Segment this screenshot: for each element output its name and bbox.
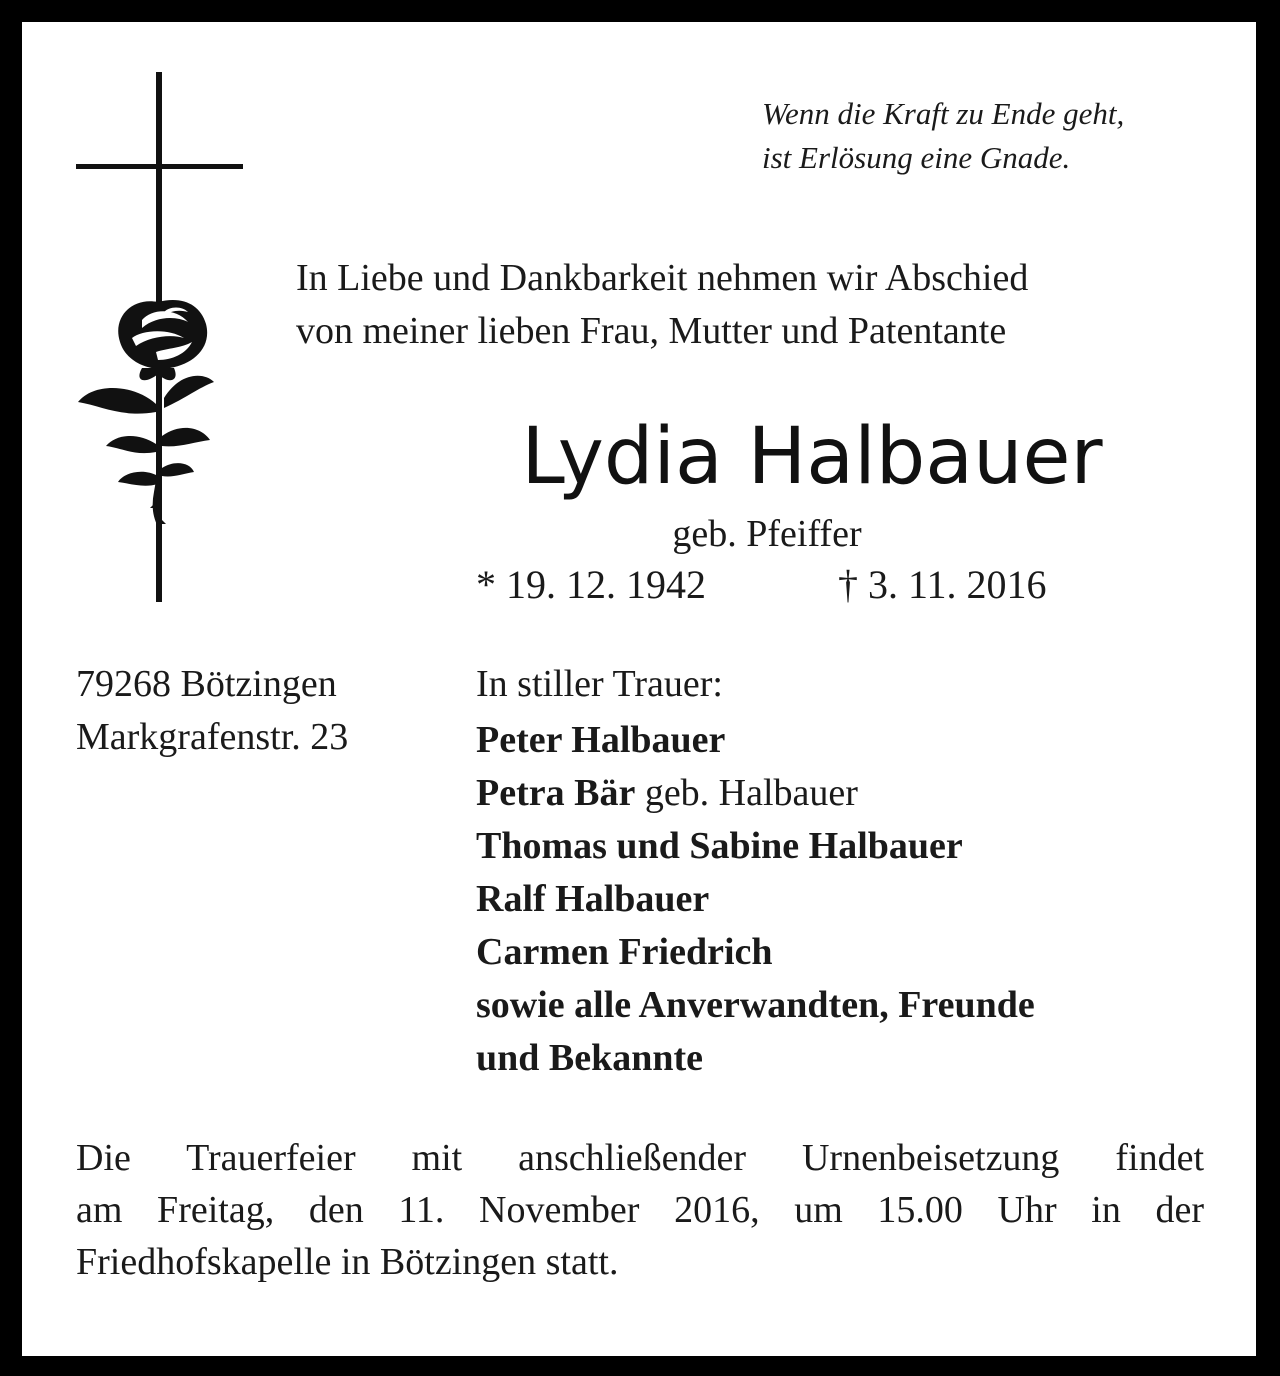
- birth-date: * 19. 12. 1942: [476, 562, 706, 607]
- address-street: Markgrafenstr. 23: [76, 716, 349, 758]
- address: [76, 658, 348, 764]
- service-notice: [76, 1132, 1204, 1288]
- address-city: 79268 Bötzingen: [76, 663, 337, 705]
- mourner-others: und Bekannte: [476, 1037, 704, 1079]
- mourner-birth-name: geb. Halbauer: [635, 772, 858, 814]
- motto: [762, 92, 1222, 180]
- mourner-name: Petra Bär: [476, 772, 636, 814]
- death-date: † 3. 11. 2016: [838, 562, 1047, 607]
- mourner-others: sowie alle Anverwandten, Freunde: [476, 984, 1035, 1026]
- mourner-name: Carmen Friedrich: [476, 931, 773, 973]
- intro-text: [296, 252, 1216, 358]
- intro-line: von meiner lieben Frau, Mutter und Patentante: [296, 310, 1007, 352]
- mourner-name: Peter Halbauer: [476, 719, 726, 761]
- motto-line: ist Erlösung eine Gnade.: [762, 140, 1071, 175]
- mourner-entry: [476, 767, 1236, 820]
- mourners-heading: In stiller Trauer:: [476, 663, 723, 705]
- obituary-card: [22, 22, 1256, 1356]
- deceased-name: Lydia Halbauer: [521, 412, 1103, 502]
- mourners-list: [476, 658, 1236, 1085]
- birth-name: geb. Pfeiffer: [672, 513, 862, 555]
- intro-line: In Liebe und Dankbarkeit nehmen wir Abschied: [296, 257, 1029, 299]
- service-line: Die Trauerfeier mit anschließender Urnenbeisetzung findet: [76, 1137, 1204, 1179]
- service-line: am Freitag, den 11. November 2016, um 15.00 Uhr in der: [76, 1189, 1204, 1231]
- mourner-name: Ralf Halbauer: [476, 878, 710, 920]
- cross-with-rose-icon: [72, 72, 252, 612]
- motto-line: Wenn die Kraft zu Ende geht,: [762, 96, 1125, 131]
- mourner-name: Thomas und Sabine Halbauer: [476, 825, 963, 867]
- service-line: Friedhofskapelle in Bötzingen statt.: [76, 1241, 619, 1283]
